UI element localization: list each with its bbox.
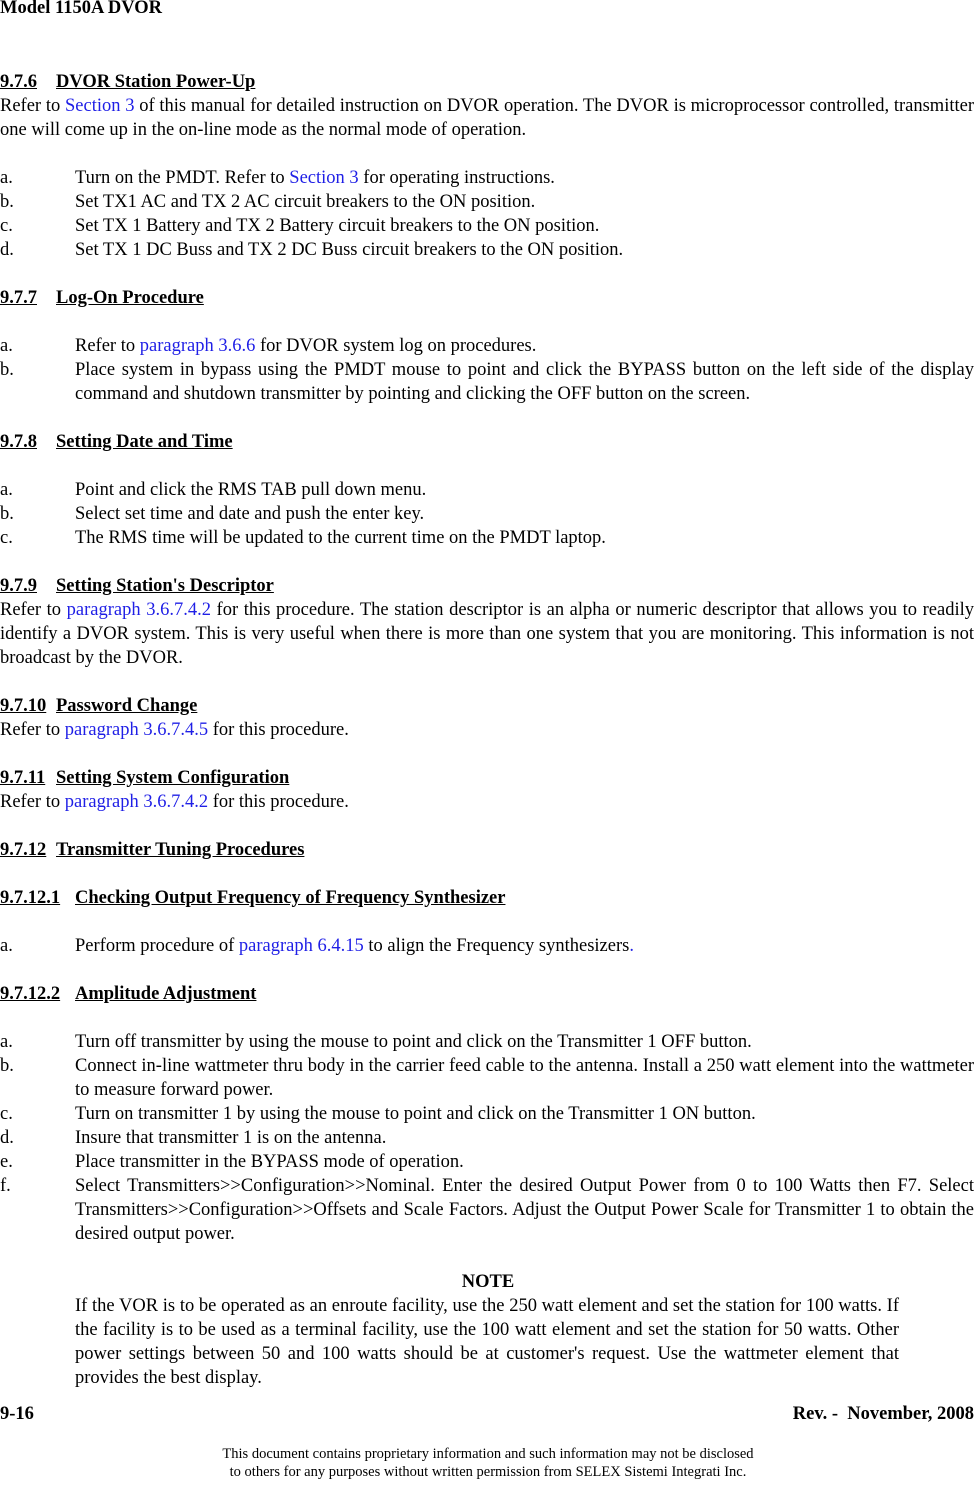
list-item: e. Place transmitter in the BYPASS mode of operation.	[0, 1152, 464, 1172]
proprietary-notice: This document contains proprietary information and such information may not be disclosed to others for any purposes without written permission from SELEX Sistemi Integrati Inc.	[222, 1446, 754, 1480]
section-heading: 9.7.10 Password Change	[0, 696, 198, 716]
section-paragraph: Refer to paragraph 3.6.7.4.5 for this procedure.	[0, 720, 349, 740]
list-item: a. Refer to paragraph 3.6.6 for DVOR system log on procedures.	[0, 336, 537, 356]
page-number: 9-16	[0, 1404, 34, 1424]
subsection-heading: 9.7.12.2 Amplitude Adjustment	[0, 984, 257, 1004]
list-item: b. Set TX1 AC and TX 2 AC circuit breakers to the ON position.	[0, 192, 536, 212]
section-heading: 9.7.7 Log-On Procedure	[0, 288, 204, 308]
list-item: f. Select Transmitters>>Configuration>>Nominal. Enter the desired Output Power from 0 to 100 Watts then F7. Select Transmitters>>Configuration>>Offsets and Scale Factors. Adjust the Output Power Scale for Transmitter 1 to obtain the desired output power.	[0, 1176, 974, 1244]
section-heading: 9.7.6 DVOR Station Power-Up	[0, 72, 256, 92]
list-item: c. Turn on transmitter 1 by using the mouse to point and click on the Transmitter 1 ON button.	[0, 1104, 756, 1124]
section-heading: 9.7.9 Setting Station's Descriptor	[0, 576, 274, 596]
section-link[interactable]: Section 3	[64, 96, 135, 116]
list-item: c. Set TX 1 Battery and TX 2 Battery circuit breakers to the ON position.	[0, 216, 600, 236]
list-item: b. Select set time and date and push the enter key.	[0, 504, 425, 524]
section-link[interactable]: Section 3	[289, 168, 359, 188]
list-item: a. Turn off transmitter by using the mouse to point and click on the Transmitter 1 OFF button.	[0, 1032, 752, 1052]
list-item: b. Connect in-line wattmeter thru body in the carrier feed cable to the antenna. Install a 250 watt element into the wattmeter to measure forward power.	[0, 1056, 974, 1100]
subsection-heading: 9.7.12.1 Checking Output Frequency of Frequency Synthesizer	[0, 888, 506, 908]
section-heading: 9.7.8 Setting Date and Time	[0, 432, 233, 452]
section-paragraph: Refer to paragraph 3.6.7.4.2 for this procedure. The station descriptor is an alpha or numeric descriptor that allows you to readily identify a DVOR system. This is very useful when there is more than one system that you are monitoring. This information is not broadcast by the DVOR.	[0, 600, 974, 668]
section-paragraph: Refer to Section 3 of this manual for detailed instruction on DVOR operation. The DVOR is microprocessor controlled, transmitter one will come up in the on-line mode as the normal mode of operation.	[0, 96, 974, 140]
section-heading: 9.7.12 Transmitter Tuning Procedures	[0, 840, 305, 860]
list-item: a. Point and click the RMS TAB pull down menu.	[0, 480, 427, 500]
page-header: Model 1150A DVOR	[0, 0, 163, 18]
list-item: a. Turn on the PMDT. Refer to Section 3 for operating instructions.	[0, 168, 555, 188]
list-item: d. Set TX 1 DC Buss and TX 2 DC Buss circuit breakers to the ON position.	[0, 240, 624, 260]
revision-date: Rev. - November, 2008	[792, 1404, 974, 1424]
paragraph-link[interactable]: paragraph 3.6.7.4.2	[66, 600, 211, 620]
paragraph-link[interactable]: paragraph 6.4.15	[238, 936, 364, 956]
paragraph-link[interactable]: paragraph 3.6.7.4.2	[64, 792, 209, 812]
paragraph-link[interactable]: paragraph 3.6.7.4.5	[64, 720, 209, 740]
list-item: d. Insure that transmitter 1 is on the antenna.	[0, 1128, 387, 1148]
paragraph-link[interactable]: paragraph 3.6.6	[139, 336, 256, 356]
section-heading: 9.7.11 Setting System Configuration	[0, 768, 290, 788]
list-item: b. Place system in bypass using the PMDT mouse to point and click the BYPASS button on the left side of the display command and shutdown transmitter by pointing and clicking the OFF button on the screen.	[0, 360, 974, 404]
list-item: a. Perform procedure of paragraph 6.4.15 to align the Frequency synthesizers.	[0, 936, 634, 956]
document-body	[0, 70, 974, 1390]
list-item: c. The RMS time will be updated to the current time on the PMDT laptop.	[0, 528, 606, 548]
note-text: If the VOR is to be operated as an enroute facility, use the 250 watt element and set the station for 100 watts. If the facility is to be used as a terminal facility, use the 100 watt element and set the station for 50 watts. Other power settings between 50 and 100 watts should be at customer's request. Use the wattmeter element that provides the best display.	[75, 1296, 899, 1388]
section-paragraph: Refer to paragraph 3.6.7.4.2 for this procedure.	[0, 792, 349, 812]
note-heading: NOTE	[461, 1272, 515, 1292]
